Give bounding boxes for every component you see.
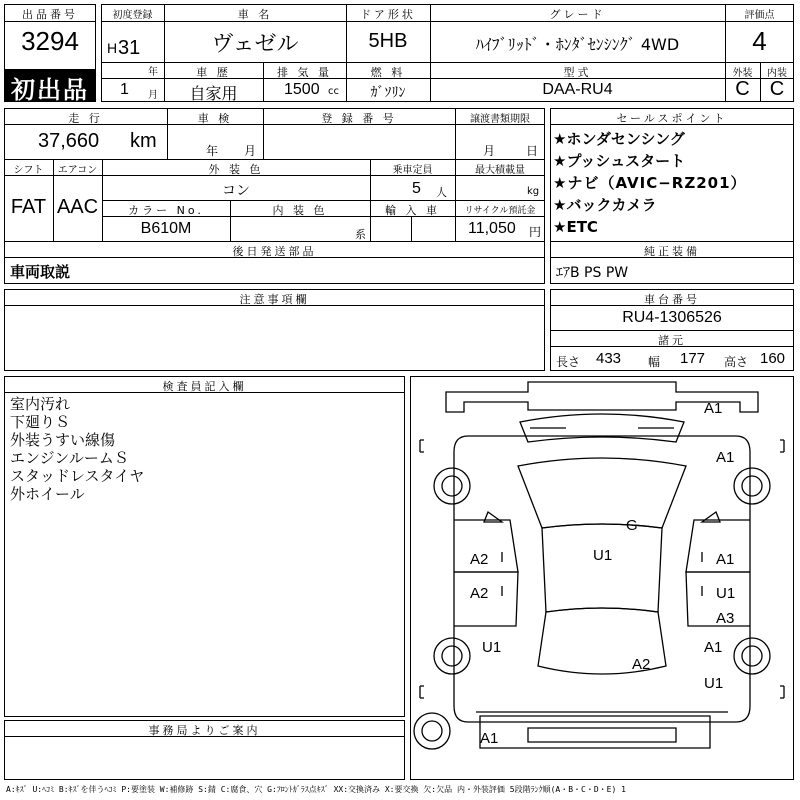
- car-diagram: [410, 376, 794, 780]
- chassis-number: RU4-1306526: [622, 309, 722, 326]
- int-color-label: 内 装 色: [272, 204, 328, 217]
- recycle-unit: 円: [529, 225, 542, 239]
- score-label: 評価点: [744, 10, 775, 21]
- mileage-label: 走 行: [68, 112, 103, 125]
- grade-label: グレード: [549, 8, 606, 21]
- door-type: 5HB: [368, 30, 408, 52]
- damage-mark: A2: [632, 656, 651, 673]
- displacement-unit: cc: [328, 86, 339, 97]
- history: 自家用: [189, 86, 238, 103]
- inspector-note-6: 外ホイール: [10, 485, 85, 503]
- office-label: 事務局よりご案内: [148, 724, 261, 737]
- first-time-badge-text: 初出品: [11, 76, 89, 104]
- length-label: 長さ: [556, 355, 581, 369]
- inspector-note-2: 下廻りＳ: [10, 413, 71, 431]
- history-label: 車 歴: [196, 66, 231, 79]
- inspector-note-5: スタッドレスタイヤ: [10, 467, 145, 485]
- shift-label: シフト: [13, 165, 44, 176]
- capacity-label: 乗車定員: [392, 165, 433, 176]
- fuel-label: 燃 料: [370, 66, 406, 79]
- inspector-note-3: 外装うすい線傷: [10, 431, 116, 449]
- inspection-label: 車 検: [197, 112, 233, 125]
- transfer-month: 月: [483, 144, 496, 158]
- chassis-label: 車台番号: [644, 293, 700, 306]
- exterior-score: C: [735, 78, 750, 100]
- recycle-label: リサイクル預託金: [464, 206, 536, 216]
- inspector-label: 検査員記入欄: [162, 380, 247, 393]
- sales-point-2: ★プッシュスタート: [553, 152, 686, 170]
- color-no: B610M: [140, 220, 192, 237]
- damage-mark: U1: [593, 547, 613, 564]
- inspector-note-1: 室内汚れ: [10, 395, 71, 413]
- score: 4: [752, 26, 767, 56]
- sales-point-5: ★ETC: [553, 218, 598, 236]
- damage-mark: A3: [716, 610, 735, 627]
- ac: AAC: [56, 196, 99, 218]
- year-unit: 年: [148, 67, 158, 78]
- mileage: 37,660: [38, 130, 100, 152]
- ac-label: エアコン: [57, 165, 98, 176]
- mileage-unit: km: [130, 130, 157, 152]
- int-color-unit: 系: [355, 228, 366, 241]
- recycle: 11,050: [468, 220, 516, 237]
- height-label: 高さ: [724, 355, 749, 369]
- transfer-label: 譲渡書類期限: [470, 114, 530, 125]
- height: 160: [760, 350, 786, 367]
- damage-mark: G: [626, 517, 638, 534]
- std-equip: ｴｱB PS PW: [556, 265, 629, 281]
- displacement-label: 排 気 量: [277, 66, 332, 79]
- damage-mark: A1: [704, 400, 723, 417]
- model-label: 型式: [563, 66, 592, 79]
- car-name: ヴェゼル: [211, 32, 299, 57]
- color-no-label: カラー No.: [128, 204, 204, 217]
- reg-year: 31: [118, 37, 141, 59]
- damage-mark: A1: [480, 730, 499, 747]
- transfer-day: 日: [526, 144, 539, 158]
- lot-label: 出品番号: [22, 8, 78, 21]
- std-equip-label: 純正装備: [644, 245, 700, 258]
- capacity: 5: [412, 180, 421, 197]
- inspection-year: 年: [206, 144, 219, 158]
- damage-mark: A1: [716, 449, 735, 466]
- sales-point-4: ★バックカメラ: [553, 196, 657, 214]
- sales-points-label: セールスポイント: [616, 112, 728, 125]
- grade: ﾊｲﾌﾞﾘｯﾄﾞ・ﾎﾝﾀﾞｾﾝｼﾝｸﾞ 4WD: [475, 35, 680, 54]
- door-label: ドア形状: [360, 8, 416, 21]
- damage-mark: U1: [716, 585, 736, 602]
- width: 177: [680, 350, 706, 367]
- car-name-label: 車 名: [237, 8, 273, 21]
- damage-mark: U1: [482, 639, 502, 656]
- import-label: 輸 入 車: [385, 204, 440, 217]
- fuel: ｶﾞｿﾘﾝ: [370, 85, 406, 101]
- inspection-month: 月: [244, 144, 257, 158]
- capacity-unit: 人: [436, 186, 447, 199]
- color: コン: [222, 183, 250, 199]
- load-unit: kg: [527, 186, 540, 197]
- damage-mark: A2: [470, 551, 489, 568]
- legend: A:ｷｽﾞ U:ﾍｺﾐ B:ｷｽﾞを伴うﾍｺﾐ P:要塗装 W:補修跡 S:錆 C:腐食、穴 G:ﾌﾛﾝﾄｶﾞﾗｽ点ｷｽﾞ XX:交換済み X:要交換 欠:欠品 内・外装評価 5段階ﾗﾝｸ順(A・B・C・D・E) 1: [6, 785, 626, 794]
- sales-point-3: ★ナビ（AVIC−RZ201）: [553, 174, 747, 192]
- damage-mark: U1: [704, 675, 724, 692]
- reg-month: 1: [120, 81, 129, 98]
- month-unit: 月: [148, 90, 158, 101]
- damage-mark: A2: [470, 585, 489, 602]
- era: H: [107, 40, 118, 56]
- shift: FAT: [10, 196, 47, 218]
- exterior-label: 外装: [732, 68, 753, 79]
- damage-mark: A1: [716, 551, 735, 568]
- length: 433: [596, 350, 622, 367]
- model: DAA-RU4: [542, 81, 613, 98]
- color-label: 外 装 色: [208, 163, 264, 176]
- parts: 車両取説: [10, 263, 71, 281]
- damage-mark: A1: [704, 639, 723, 656]
- displacement: 1500: [284, 81, 320, 98]
- reg-number-label: 登 録 番 号: [321, 112, 397, 125]
- notice-label: 注意事項欄: [239, 293, 310, 306]
- width-label: 幅: [648, 355, 661, 369]
- sales-point-1: ★ホンダセンシング: [553, 130, 685, 148]
- dims-label: 諸元: [658, 334, 686, 347]
- interior-label: 内装: [767, 68, 787, 79]
- load-label: 最大積載量: [475, 165, 525, 176]
- inspector-note-4: エンジンルームＳ: [10, 449, 129, 467]
- interior-score: C: [769, 78, 785, 100]
- parts-label: 後日発送部品: [232, 245, 317, 258]
- first-reg-label: 初度登録: [112, 10, 153, 21]
- lot-number: 3294: [21, 26, 79, 56]
